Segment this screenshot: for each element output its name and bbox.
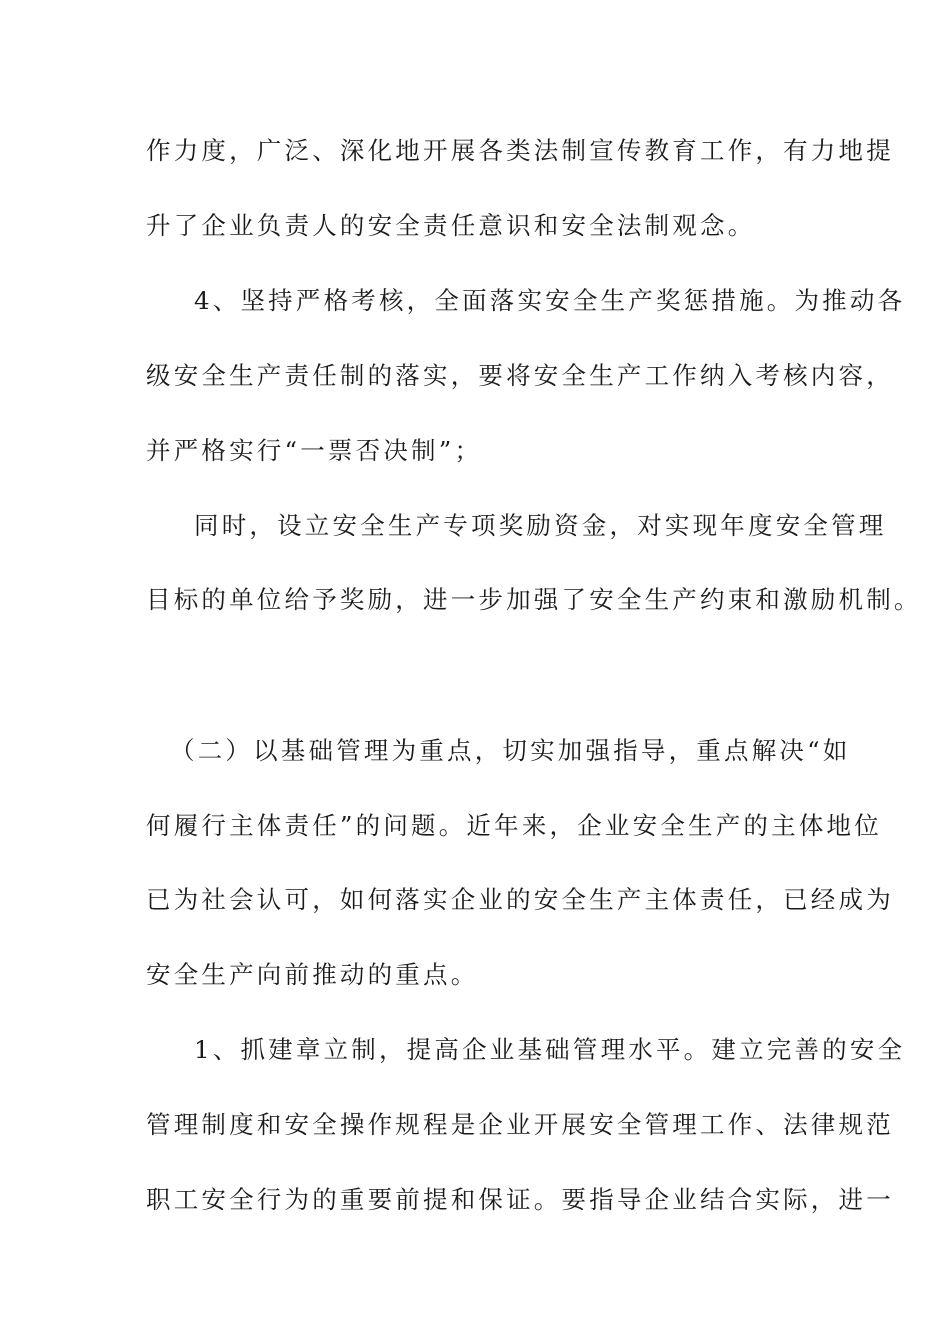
paragraph-start-line: 1、抓建章立制，提高企业基础管理水平。建立完善的安全	[194, 1035, 906, 1064]
text-line: 已为社会认可，如何落实企业的安全生产主体责任，已经成为	[146, 885, 894, 914]
text-line: 目标的单位给予奖励，进一步加强了安全生产约束和激励机制。	[146, 585, 922, 614]
paragraph-start-line: 同时，设立安全生产专项奖励资金，对实现年度安全管理	[194, 511, 887, 540]
text-line: 作力度，广泛、深化地开展各类法制宣传教育工作，有力地提	[146, 136, 894, 165]
text-line: 级安全生产责任制的落实，要将安全生产工作纳入考核内容，	[146, 361, 894, 390]
section-heading-line: （二）以基础管理为重点，切实加强指导，重点解决“如	[170, 736, 851, 765]
text-line: 管理制度和安全操作规程是企业开展安全管理工作、法律规范	[146, 1110, 894, 1139]
text-line: 职工安全行为的重要前提和保证。要指导企业结合实际，进一	[146, 1185, 894, 1214]
text-line: 并严格实行“一票否决制”；	[146, 436, 483, 465]
paragraph-start-line: 4、坚持严格考核，全面落实安全生产奖惩措施。为推动各	[194, 286, 906, 315]
text-line: 何履行主体责任”的问题。近年来，企业安全生产的主体地位	[146, 811, 882, 840]
text-line: 安全生产向前推动的重点。	[146, 960, 479, 989]
text-line: 升了企业负责人的安全责任意识和安全法制观念。	[146, 211, 756, 240]
